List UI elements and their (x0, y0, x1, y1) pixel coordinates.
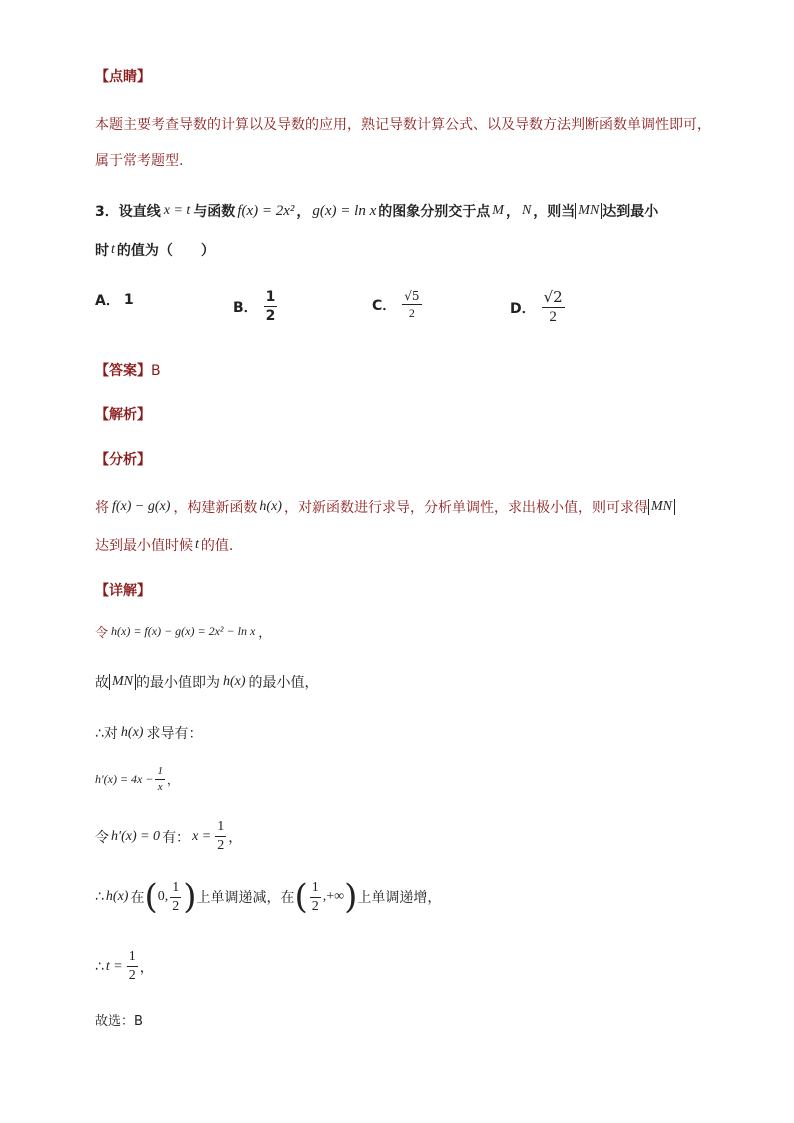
option-b[interactable]: B． $\frac{1}{2}$ (233, 289, 276, 324)
detail-step-2: 故 MN 的最小值即为 h(x) 的最小值， (95, 674, 319, 691)
detail-step-5: 令 h′(x) = 0 有： x = $\frac{1}{2}$ ， (95, 819, 243, 853)
detail-step-6: ∴ h(x) 在 ( 0, $\frac{1}{2}$ ) 上单调递减，在 ( $\frac{1}{2}$ ,+∞ ) 上单调递增， (95, 877, 442, 917)
question-line-2: 时 t 的值为（ ） (95, 242, 215, 259)
tip-line-2: 属于常考题型. (95, 153, 184, 169)
mn-abs: MN (575, 203, 602, 219)
f-definition: f(x) = 2x² (237, 202, 295, 219)
fenxi-header: 【分析】 (95, 452, 151, 468)
question-number: 3． (95, 204, 119, 220)
option-c[interactable]: C． $\frac{√5}{2}$ (372, 289, 420, 320)
g-definition: g(x) = ln x (312, 202, 377, 219)
answer-header: 【答案】 (95, 363, 151, 379)
analysis-header: 【解析】 (95, 407, 151, 423)
eq-x-t: x = t (163, 203, 191, 218)
detail-step-3: ∴对 h(x) 求导有： (95, 725, 203, 742)
detail-step-7: ∴ t = $\frac{1}{2}$ ， (95, 949, 154, 983)
option-d[interactable]: D． $\frac{√2}{2}$ (510, 288, 563, 325)
tip-line-1: 本题主要考查导数的计算以及导数的应用，熟记导数计算公式、以及导数方法判断函数单调性即可， (95, 117, 711, 133)
fenxi-line-2: 达到最小值时候 t 的值. (95, 537, 234, 554)
question-line-1: 3． 设直线 x = t 与函数 f(x) = 2x² ， g(x) = ln x 的图象分别交于点 M ， N ，则当 MN 达到最小 (95, 202, 659, 220)
detail-header: 【详解】 (95, 583, 151, 599)
detail-step-8: 故选：B (95, 1014, 143, 1029)
var-t: t (111, 242, 115, 257)
point-m: M (492, 203, 504, 218)
answer-row (95, 360, 161, 380)
detail-step-4: h′(x) = 4x − $\frac{1}{x}$ ， (95, 765, 179, 793)
detail-step-1: 令 h(x) = f(x) − g(x) = 2x² − ln x ， (95, 624, 272, 641)
option-a[interactable]: A． 1 (95, 292, 134, 309)
point-n: N (521, 203, 532, 218)
fenxi-line-1: 将 f(x) − g(x) ，构建新函数 h(x) ，对新函数进行求导，分析单调性，求出极小值，则可求得 MN (95, 497, 675, 517)
answer-value: B (151, 363, 161, 379)
tip-header: 【点睛】 (95, 69, 151, 85)
